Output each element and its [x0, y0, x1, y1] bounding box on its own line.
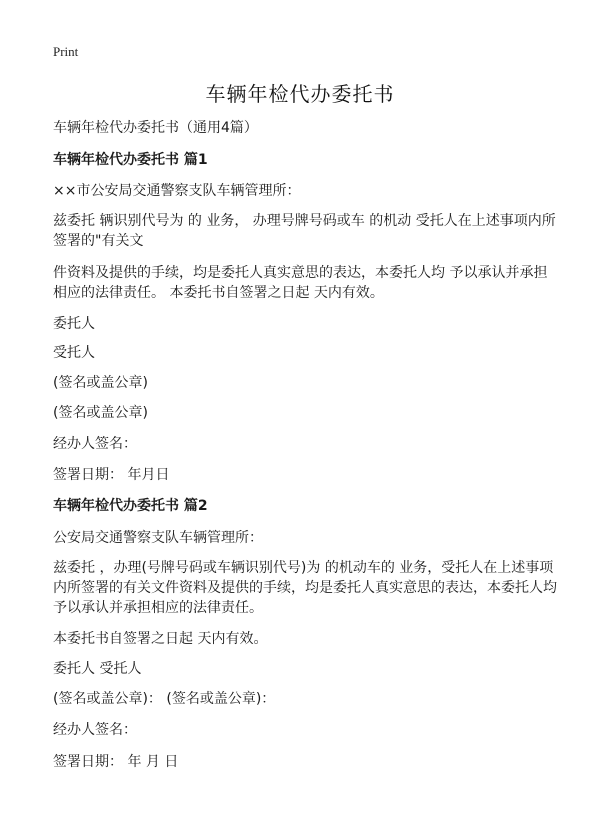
section-2-heading: 车辆年检代办委托书 篇2 [53, 498, 208, 514]
section-2-handler-signature: 经办人签名： [53, 722, 137, 738]
document-subtitle: 车辆年检代办委托书（通用4篇） [53, 120, 258, 136]
section-1-addressee: ××市公安局交通警察支队车辆管理所： [53, 183, 301, 199]
section-1-para1-line2: 签署的"有关文 [53, 233, 144, 249]
section-1-sign-date: 签署日期： 年月日 [53, 467, 170, 483]
section-2-para1-line2: 内所签署的有关文件资料及提供的手续，均是委托人真实意思的表达，本委托人均 [53, 580, 557, 596]
section-2-para1-line1: 兹委托 ，办理(号牌号码或车辆识别代号)为 的机动车的 业务，受托人在上述事项 [53, 560, 554, 576]
print-label: Print [53, 44, 79, 59]
section-2-validity: 本委托书自签署之日起 天内有效。 [53, 631, 268, 647]
section-1-handler-signature: 经办人签名： [53, 436, 137, 452]
section-2-sign-date: 签署日期： 年 月 日 [53, 754, 179, 770]
section-1-heading: 车辆年检代办委托书 篇1 [53, 152, 208, 168]
section-1-para1-line1: 兹委托 辆识别代号为 的 业务， 办理号牌号码或车 的机动 受托人在上述事项内所 [53, 213, 556, 229]
document-title: 车辆年检代办委托书 [205, 82, 395, 106]
section-1-agent: 受托人 [53, 345, 95, 361]
section-1-seal-2: (签名或盖公章) [53, 405, 148, 421]
section-2-addressee: 公安局交通警察支队车辆管理所： [53, 530, 263, 546]
section-2-para1-line3: 予以承认并承担相应的法律责任。 [53, 600, 263, 616]
section-1-principal: 委托人 [53, 316, 95, 332]
section-1-para2-line1: 件资料及提供的手续，均是委托人真实意思的表达，本委托人均 予以承认并承担 [53, 265, 548, 281]
section-1-seal-1: (签名或盖公章) [53, 375, 148, 391]
section-2-parties: 委托人 受托人 [53, 661, 142, 677]
section-2-seals: (签名或盖公章)： (签名或盖公章)： [53, 691, 276, 707]
section-1-para2-line2: 相应的法律责任。 本委托书自签署之日起 天内有效。 [53, 285, 384, 301]
